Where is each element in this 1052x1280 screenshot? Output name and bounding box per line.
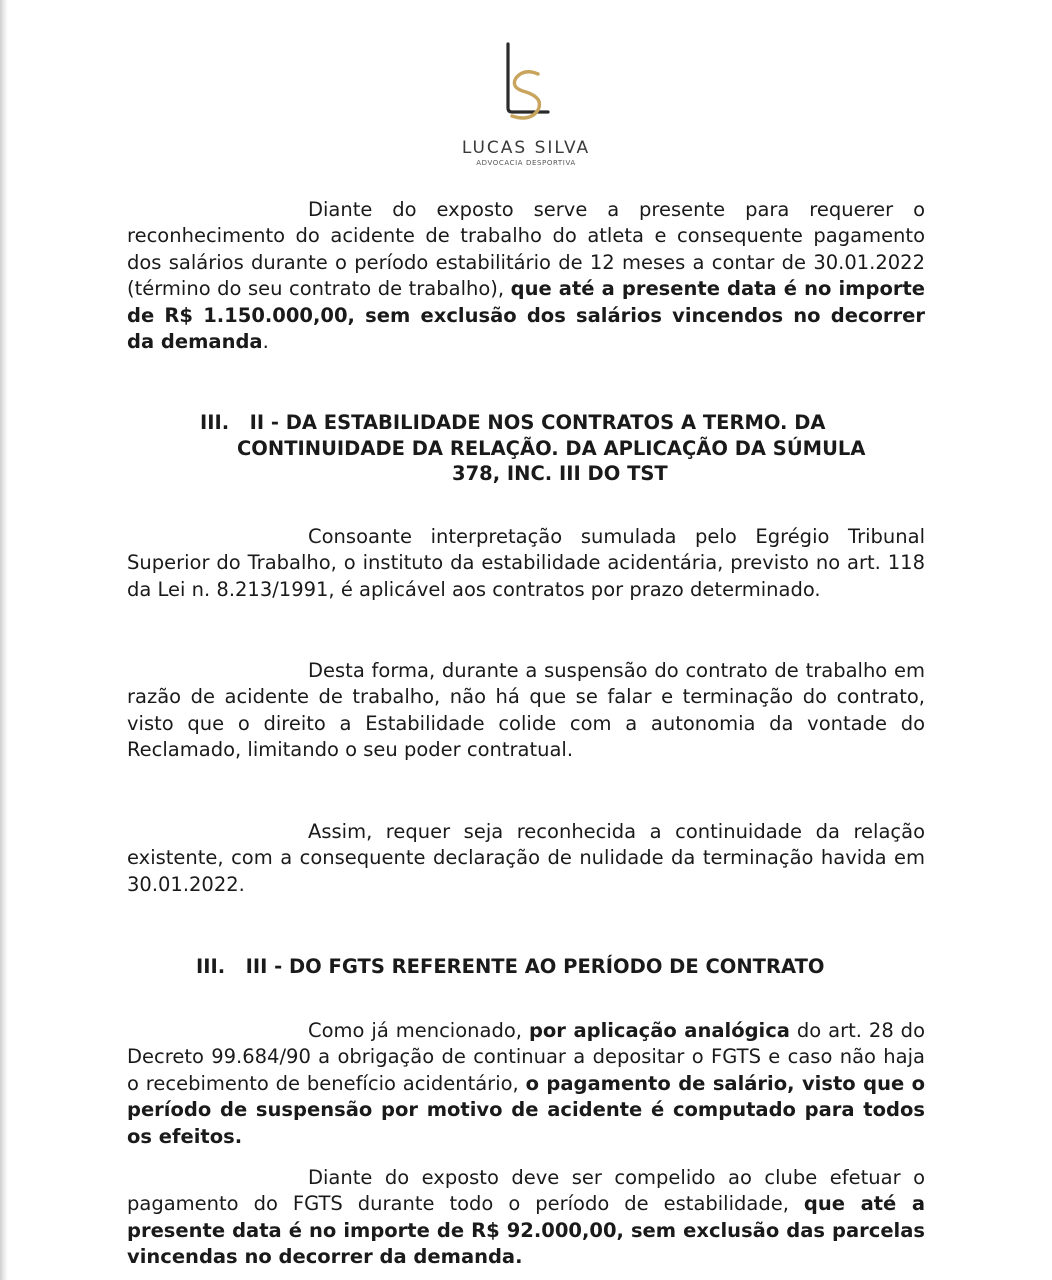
paragraph-sumula-interpretation: Consoante interpretação sumulada pelo Egrégio Tribunal Superior do Trabalho, o instituto da estabilidade acidentária, previsto no art. 118 da Lei n. 8.213/1991, é aplicável aos contratos por prazo determinado. <box>127 525 925 601</box>
paragraph-contract-suspension: Desta forma, durante a suspensão do contrato de trabalho em razão de acidente de trabalho, não há que se falar e terminação do contrato, visto que o direito a Estabilidade colide com a autonomia da vontade do Reclamado, limitando o seu poder contratual. <box>127 659 925 762</box>
paragraph-text: . <box>262 330 269 354</box>
section-heading-stability <box>200 410 826 436</box>
paragraph-text: Diante do exposto deve ser compelido ao clube efetuar o pagamento do FGTS durante todo o período de estabilidade, <box>127 1166 925 1216</box>
paragraph-text: do art. 28 do Decreto 99.684/90 a obrigação de continuar a depositar o FGTS e caso não haja o recebimento de benefício acidentário, <box>127 1019 925 1095</box>
paragraph-bold-text: por aplicação analógica <box>528 1019 790 1042</box>
ls-monogram-icon <box>486 40 566 132</box>
logo-name: LUCAS SILVA <box>461 138 591 158</box>
section-number: III. <box>196 955 226 978</box>
section-heading-stability-line2 <box>237 436 865 462</box>
paragraph-bold-text: que até a presente data é no importe de R$ 1.150.000,00, sem exclusão dos salários vincendos no decorrer da demanda <box>127 277 926 354</box>
paragraph-bold-text: o pagamento de salário, visto que o período de suspensão por motivo de acidente é computado para todos os efeitos. <box>127 1071 925 1148</box>
section-title-line: 378, INC. III DO TST <box>452 462 668 485</box>
paragraph-text: Diante do exposto serve a presente para requerer o reconhecimento do acidente de trabalho do atleta e consequente pagamento dos salários durante o período estabilitário de 12 meses a contar de 30.01.2022 (término do seu contrato de trabalho), <box>127 198 925 301</box>
page-edge-shadow <box>0 0 8 1280</box>
section-title: III - DO FGTS REFERENTE AO PERÍODO DE CONTRATO <box>245 955 825 978</box>
paragraph-bold-text: que até a presente data é no importe de R$ 92.000,00, sem exclusão das parcelas vincendas no decorrer da demanda. <box>127 1192 926 1269</box>
paragraph-continuity-request: Assim, requer seja reconhecida a continuidade da relação existente, com a consequente declaração de nulidade da terminação havida em 30.01.2022. <box>127 820 925 896</box>
section-number: III. <box>200 411 230 434</box>
paragraph-text: Como já mencionado, <box>308 1019 529 1042</box>
law-firm-logo <box>440 40 612 168</box>
paragraph-fgts-payment <box>127 1165 925 1271</box>
section-heading-stability-line3 <box>452 461 668 487</box>
section-heading-fgts <box>196 954 824 980</box>
paragraph-request-recognition <box>127 197 925 355</box>
logo-subtitle: ADVOCACIA DESPORTIVA <box>476 159 576 167</box>
section-title-line: II - DA ESTABILIDADE NOS CONTRATOS A TERMO. DA <box>249 411 826 434</box>
paragraph-fgts-deposit <box>127 1018 925 1150</box>
section-title-line: CONTINUIDADE DA RELAÇÃO. DA APLICAÇÃO DA SÚMULA <box>237 437 866 460</box>
